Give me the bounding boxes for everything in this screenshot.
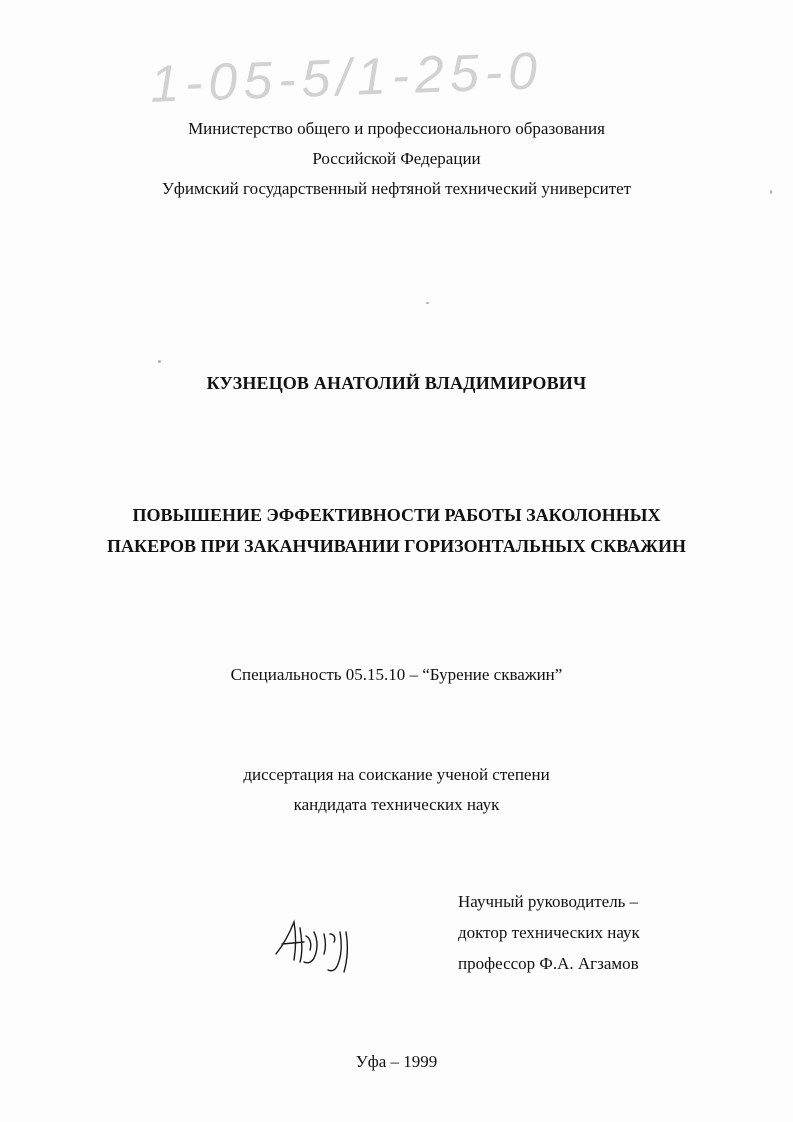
specialty-line: Специальность 05.15.10 – “Бурение скважин” [230, 665, 563, 684]
degree-block [0, 760, 793, 820]
place-year: Уфа – 1999 [355, 1052, 438, 1071]
advisor-line-1: Научный руководитель – [458, 892, 639, 911]
scan-speck [426, 302, 429, 304]
federation-line: Российской Федерации [312, 149, 481, 168]
scan-speck [770, 190, 772, 194]
university-line: Уфимский государственный нефтяной технический университет [161, 179, 632, 198]
archive-stamp-number: 1-05-5/1-25-0 [149, 42, 544, 114]
advisor-signature [270, 914, 366, 976]
ministry-line: Министерство общего и профессионального образования [188, 119, 605, 138]
title-line-2: ПАКЕРОВ ПРИ ЗАКАНЧИВАНИИ ГОРИЗОНТАЛЬНЫХ СКВАЖИН [107, 536, 686, 556]
advisor-line-3: профессор Ф.А. Агзамов [458, 954, 639, 973]
dissertation-title [0, 500, 793, 562]
institution-block [0, 114, 793, 204]
author-name: КУЗНЕЦОВ АНАТОЛИЙ ВЛАДИМИРОВИЧ [206, 373, 587, 393]
degree-line-1: диссертация на соискание ученой степени [243, 765, 550, 784]
title-line-1: ПОВЫШЕНИЕ ЭФФЕКТИВНОСТИ РАБОТЫ ЗАКОЛОННЫХ [132, 505, 661, 525]
advisor-line-2: доктор технических наук [458, 923, 640, 942]
advisor-block [458, 886, 640, 979]
scan-speck [158, 360, 161, 363]
degree-line-2: кандидата технических наук [293, 795, 500, 814]
